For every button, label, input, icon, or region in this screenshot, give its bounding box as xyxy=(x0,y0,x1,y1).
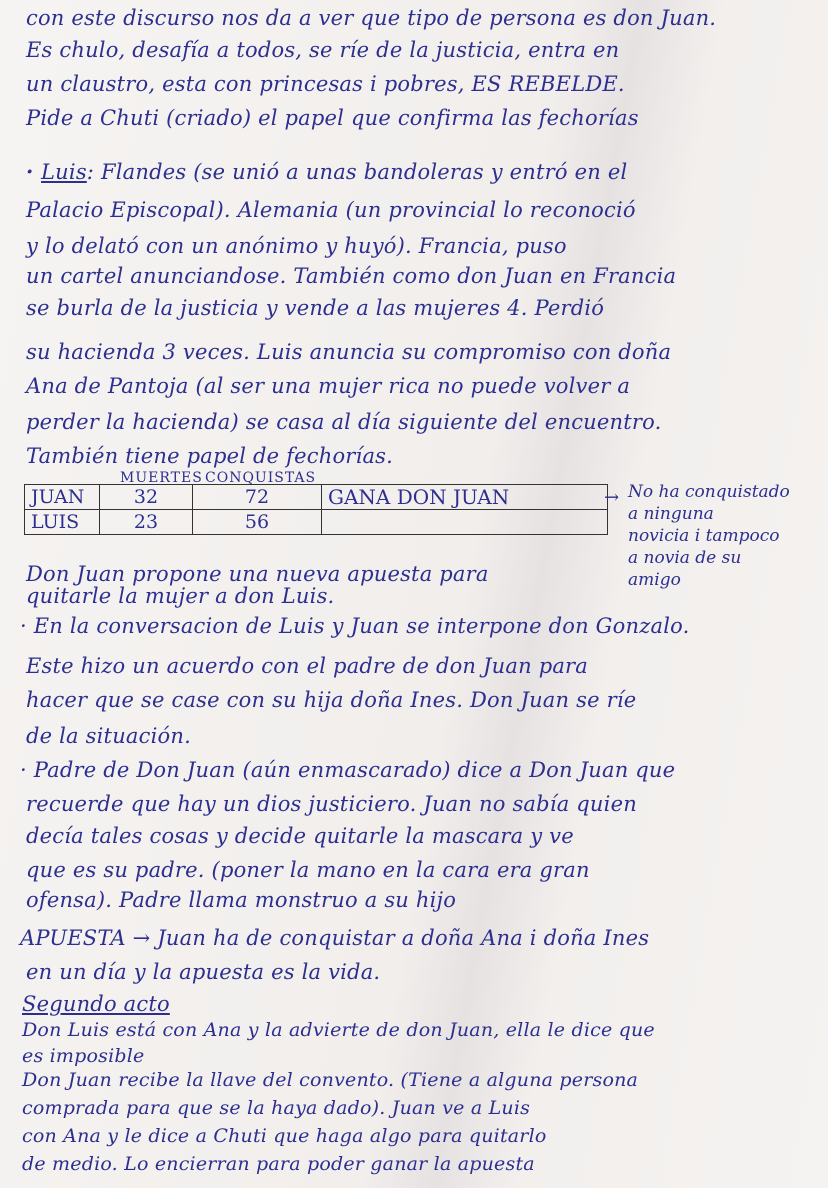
text-line: que es su padre. (poner la mano en la cara era gran xyxy=(26,858,590,882)
text-line: Palacio Episcopal). Alemania (un provincial lo reconoció xyxy=(26,198,636,222)
text-line: Es chulo, desafía a todos, se ríe de la justicia, entra en xyxy=(26,38,620,62)
conquistas-cell: 56 xyxy=(193,510,322,535)
text-line: hacer que se case con su hija doña Ines. Don Juan se ríe xyxy=(26,688,637,712)
text-line: en un día y la apuesta es la vida. xyxy=(26,960,381,984)
text-line: · Padre de Don Juan (aún enmascarado) dice a Don Juan que xyxy=(20,758,676,782)
col-header-conquistas: CONQUISTAS xyxy=(205,470,317,486)
text-line: un claustro, esta con princesas i pobres, ES REBELDE. xyxy=(26,72,625,96)
text-line: se burla de la justicia y vende a las mujeres 4. Perdió xyxy=(26,296,605,320)
text-line: un cartel anunciandose. También como don Juan en Francia xyxy=(26,264,677,288)
text-line: con este discurso nos da a ver que tipo de persona es don Juan. xyxy=(26,6,717,30)
text-line: perder la hacienda) se casa al día siguiente del encuentro. xyxy=(26,410,662,434)
side-note-line: a novia de su xyxy=(628,548,742,568)
score-table xyxy=(24,484,608,535)
text-line: ofensa). Padre llama monstruo a su hijo xyxy=(26,888,457,912)
winner-note: GANA DON JUAN xyxy=(322,485,608,510)
text-line: recuerde que hay un dios justiciero. Juan no sabía quien xyxy=(26,792,637,816)
row-name: LUIS xyxy=(25,510,100,535)
side-note-line: novicia i tampoco xyxy=(628,526,780,546)
text-line: con Ana y le dice a Chuti que haga algo para quitarlo xyxy=(22,1125,547,1147)
text-line: También tiene papel de fechorías. xyxy=(26,444,394,468)
section-title xyxy=(22,990,810,1018)
text-line: Don Juan propone una nueva apuesta para xyxy=(26,562,489,586)
empty-cell xyxy=(322,510,608,535)
row-name: JUAN xyxy=(25,485,100,510)
text-line: Este hizo un acuerdo con el padre de don Juan para xyxy=(26,654,589,678)
muertes-cell: 23 xyxy=(100,510,193,535)
text-line: · En la conversacion de Luis y Juan se interpone don Gonzalo. xyxy=(20,614,690,638)
side-note-line: a ninguna xyxy=(628,504,714,524)
muertes-cell: 32 xyxy=(100,485,193,510)
side-note-line: No ha conquistado xyxy=(628,482,790,502)
text-line: su hacienda 3 veces. Luis anuncia su compromiso con doña xyxy=(26,340,672,364)
text-line: quitarle la mujer a don Luis. xyxy=(26,584,335,608)
text-line: de medio. Lo encierran para poder ganar la apuesta xyxy=(22,1153,535,1175)
text-line: APUESTA → Juan ha de conquistar a doña Ana i doña Ines xyxy=(20,926,650,950)
luis-heading-line: · Luis: Flandes (se unió a unas bandoleras y entró en el xyxy=(26,159,628,184)
text-line: de la situación. xyxy=(26,724,191,748)
conquistas-cell: 72 xyxy=(193,485,322,510)
arrow-icon: → xyxy=(604,487,620,508)
text-line: comprada para que se la haya dado). Juan ve a Luis xyxy=(22,1097,531,1119)
act-title: Segundo acto xyxy=(22,992,170,1016)
luis-label: Luis xyxy=(41,160,87,184)
text-line: decía tales cosas y decide quitarle la mascara y ve xyxy=(26,824,574,848)
text-line: : Flandes (se unió a unas bandoleras y entró en el xyxy=(86,160,628,184)
col-header-muertes: MUERTES xyxy=(120,470,203,486)
text-line: Pide a Chuti (criado) el papel que confirma las fechorías xyxy=(26,106,639,130)
side-note-line: amigo xyxy=(628,570,681,590)
table-row xyxy=(25,510,608,535)
table-row xyxy=(25,485,608,510)
text-line: y lo delató con un anónimo y huyó). Francia, puso xyxy=(26,234,567,258)
text-line: Don Juan recibe la llave del convento. (Tiene a alguna persona xyxy=(22,1069,639,1091)
text-line: Ana de Pantoja (al ser una mujer rica no puede volver a xyxy=(26,374,631,398)
text-line: es imposible xyxy=(22,1045,145,1067)
text-line: Don Luis está con Ana y la advierte de don Juan, ella le dice que xyxy=(22,1019,655,1041)
